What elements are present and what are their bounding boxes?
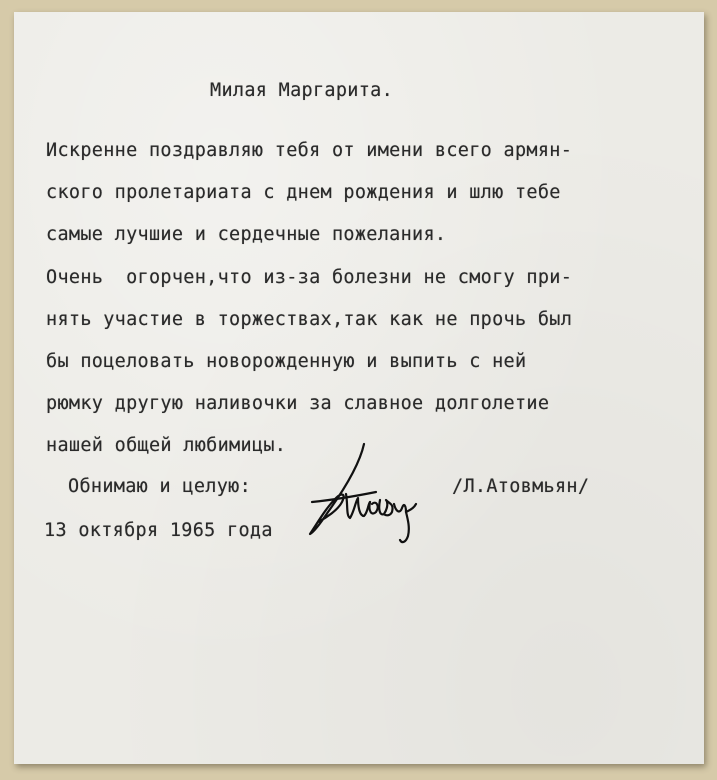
letter-body-line: ского пролетариата с днем рождения и шлю тебе (46, 182, 561, 203)
letter-body-line: самые лучшие и сердечные пожелания. (46, 224, 447, 245)
handwritten-signature (306, 442, 436, 552)
letter-body-line: бы поцеловать новорожденную и выпить с ней (46, 351, 527, 372)
letter-body-line: Очень огорчен,что из-за болезни не смогу при- (46, 267, 573, 288)
letter-page (14, 12, 704, 764)
letter-body-line: Искренне поздравляю тебя от имени всего армян- (46, 140, 573, 161)
letter-body-line: рюмку другую наливочки за славное долголетие (46, 393, 550, 414)
letter-body-line: нять участие в торжествах,так как не прочь был (46, 309, 573, 330)
letter-greeting: Милая Маргарита. (210, 80, 394, 101)
letter-date: 13 октября 1965 года (44, 520, 273, 541)
letter-body-line: нашей общей любимицы. (46, 435, 287, 456)
letter-closing: Обнимаю и целую: (68, 476, 252, 497)
typed-sender-name: /Л.Атовмьян/ (452, 476, 590, 497)
